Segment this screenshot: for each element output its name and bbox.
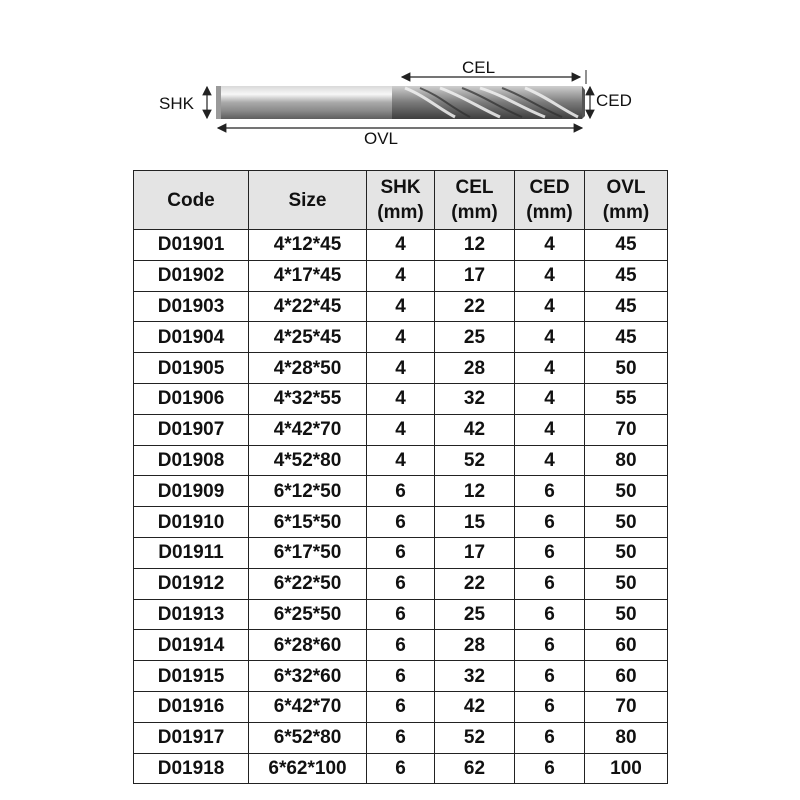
- column-header-unit: (mm): [602, 202, 650, 223]
- cell-shk: 6: [367, 476, 435, 507]
- cell-ovl: 50: [585, 353, 668, 384]
- cell-size: 4*32*55: [249, 383, 367, 414]
- cell-cel: 25: [435, 599, 515, 630]
- cell-size: 6*22*50: [249, 568, 367, 599]
- cell-cel: 25: [435, 322, 515, 353]
- cell-size: 4*17*45: [249, 260, 367, 291]
- cell-shk: 6: [367, 568, 435, 599]
- cell-size: 4*12*45: [249, 230, 367, 261]
- cell-size: 6*12*50: [249, 476, 367, 507]
- cell-ced: 6: [515, 630, 585, 661]
- cell-shk: 4: [367, 383, 435, 414]
- cell-ced: 4: [515, 322, 585, 353]
- cell-code: D01918: [134, 753, 249, 784]
- cell-shk: 4: [367, 445, 435, 476]
- cell-ced: 4: [515, 353, 585, 384]
- cell-ovl: 45: [585, 322, 668, 353]
- cell-code: D01904: [134, 322, 249, 353]
- cell-code: D01908: [134, 445, 249, 476]
- shk-label: SHK: [159, 94, 194, 113]
- cell-cel: 17: [435, 260, 515, 291]
- cell-ovl: 45: [585, 260, 668, 291]
- table-row: [134, 537, 668, 568]
- cell-size: 4*25*45: [249, 322, 367, 353]
- cell-cel: 52: [435, 722, 515, 753]
- cell-code: D01912: [134, 568, 249, 599]
- cell-shk: 6: [367, 537, 435, 568]
- cell-size: 6*62*100: [249, 753, 367, 784]
- cell-size: 6*15*50: [249, 507, 367, 538]
- cell-shk: 4: [367, 322, 435, 353]
- cell-cel: 62: [435, 753, 515, 784]
- cell-ovl: 45: [585, 230, 668, 261]
- column-header-label: Size: [288, 189, 327, 211]
- column-header-size: [249, 171, 367, 230]
- ced-label: CED: [596, 91, 632, 110]
- cell-size: 4*52*80: [249, 445, 367, 476]
- cell-shk: 6: [367, 691, 435, 722]
- cell-shk: 4: [367, 353, 435, 384]
- cell-ced: 6: [515, 753, 585, 784]
- table-row: [134, 661, 668, 692]
- column-header-cel: [435, 171, 515, 230]
- column-header-shk: [367, 171, 435, 230]
- cell-size: 6*42*70: [249, 691, 367, 722]
- column-header-ced: [515, 171, 585, 230]
- column-header-unit: (mm): [377, 202, 424, 223]
- column-header-label: CEL: [455, 177, 494, 198]
- cell-cel: 28: [435, 353, 515, 384]
- cell-code: D01916: [134, 691, 249, 722]
- cell-cel: 12: [435, 230, 515, 261]
- cell-cel: 22: [435, 291, 515, 322]
- cell-ovl: 70: [585, 691, 668, 722]
- cell-cel: 32: [435, 661, 515, 692]
- column-header-unit: (mm): [526, 202, 573, 223]
- cell-code: D01910: [134, 507, 249, 538]
- cell-ced: 4: [515, 230, 585, 261]
- table-header: [134, 171, 668, 230]
- table-row: [134, 599, 668, 630]
- cell-cel: 15: [435, 507, 515, 538]
- cell-shk: 6: [367, 599, 435, 630]
- cell-cel: 42: [435, 691, 515, 722]
- cell-code: D01906: [134, 383, 249, 414]
- cell-code: D01907: [134, 414, 249, 445]
- table-row: [134, 322, 668, 353]
- cell-ovl: 45: [585, 291, 668, 322]
- table-row: [134, 383, 668, 414]
- ovl-label: OVL: [364, 129, 399, 148]
- cell-ced: 6: [515, 476, 585, 507]
- table-row: [134, 353, 668, 384]
- column-header-label: Code: [167, 189, 215, 211]
- cell-ovl: 70: [585, 414, 668, 445]
- cell-ovl: 100: [585, 753, 668, 784]
- cell-cel: 17: [435, 537, 515, 568]
- table-row: [134, 260, 668, 291]
- cell-size: 6*17*50: [249, 537, 367, 568]
- cell-ced: 6: [515, 599, 585, 630]
- column-header-code: [134, 171, 249, 230]
- cell-shk: 6: [367, 753, 435, 784]
- table-row: [134, 753, 668, 784]
- cell-size: 6*28*60: [249, 630, 367, 661]
- cell-ced: 6: [515, 507, 585, 538]
- table-row: [134, 630, 668, 661]
- cell-ced: 6: [515, 691, 585, 722]
- cell-cel: 52: [435, 445, 515, 476]
- table-row: [134, 445, 668, 476]
- cell-code: D01917: [134, 722, 249, 753]
- column-header-label: SHK: [380, 177, 421, 198]
- cell-ced: 4: [515, 291, 585, 322]
- table-row: [134, 476, 668, 507]
- cell-code: D01915: [134, 661, 249, 692]
- cell-ovl: 80: [585, 445, 668, 476]
- cell-ovl: 50: [585, 507, 668, 538]
- cell-code: D01901: [134, 230, 249, 261]
- cell-ced: 6: [515, 568, 585, 599]
- cell-ced: 6: [515, 722, 585, 753]
- table-row: [134, 507, 668, 538]
- cell-cel: 32: [435, 383, 515, 414]
- cell-code: D01914: [134, 630, 249, 661]
- cell-code: D01911: [134, 537, 249, 568]
- cell-ovl: 55: [585, 383, 668, 414]
- cell-shk: 4: [367, 260, 435, 291]
- cell-cel: 28: [435, 630, 515, 661]
- cell-ced: 6: [515, 661, 585, 692]
- cell-ced: 4: [515, 414, 585, 445]
- cell-size: 6*25*50: [249, 599, 367, 630]
- cell-size: 4*28*50: [249, 353, 367, 384]
- cell-code: D01902: [134, 260, 249, 291]
- cell-shk: 6: [367, 630, 435, 661]
- cell-shk: 4: [367, 291, 435, 322]
- cell-code: D01905: [134, 353, 249, 384]
- table-body: [134, 230, 668, 784]
- cell-ced: 4: [515, 445, 585, 476]
- shank: [216, 86, 392, 119]
- spec-table: [133, 170, 668, 784]
- table-row: [134, 691, 668, 722]
- table-row: [134, 291, 668, 322]
- cell-ovl: 50: [585, 599, 668, 630]
- table-row: [134, 568, 668, 599]
- cell-cel: 12: [435, 476, 515, 507]
- cell-ced: 4: [515, 260, 585, 291]
- cell-size: 6*32*60: [249, 661, 367, 692]
- cel-label: CEL: [462, 58, 496, 77]
- cell-ovl: 80: [585, 722, 668, 753]
- column-header-label: CED: [529, 177, 570, 198]
- table-row: [134, 230, 668, 261]
- cell-ovl: 50: [585, 537, 668, 568]
- cell-code: D01909: [134, 476, 249, 507]
- table-row: [134, 722, 668, 753]
- cell-code: D01913: [134, 599, 249, 630]
- table-row: [134, 414, 668, 445]
- cell-ovl: 50: [585, 568, 668, 599]
- cell-cel: 22: [435, 568, 515, 599]
- cell-shk: 4: [367, 230, 435, 261]
- cell-ovl: 50: [585, 476, 668, 507]
- cell-ced: 6: [515, 537, 585, 568]
- column-header-label: OVL: [606, 177, 646, 198]
- cell-shk: 6: [367, 661, 435, 692]
- cell-shk: 6: [367, 722, 435, 753]
- cell-shk: 6: [367, 507, 435, 538]
- column-header-ovl: [585, 171, 668, 230]
- cell-size: 4*42*70: [249, 414, 367, 445]
- end-mill-diagram: [0, 0, 800, 160]
- cell-size: 4*22*45: [249, 291, 367, 322]
- cell-ovl: 60: [585, 630, 668, 661]
- cell-size: 6*52*80: [249, 722, 367, 753]
- cell-cel: 42: [435, 414, 515, 445]
- cell-ovl: 60: [585, 661, 668, 692]
- end-mill-illustration: [0, 0, 800, 160]
- cell-ced: 4: [515, 383, 585, 414]
- cell-code: D01903: [134, 291, 249, 322]
- cell-shk: 4: [367, 414, 435, 445]
- column-header-unit: (mm): [451, 202, 498, 223]
